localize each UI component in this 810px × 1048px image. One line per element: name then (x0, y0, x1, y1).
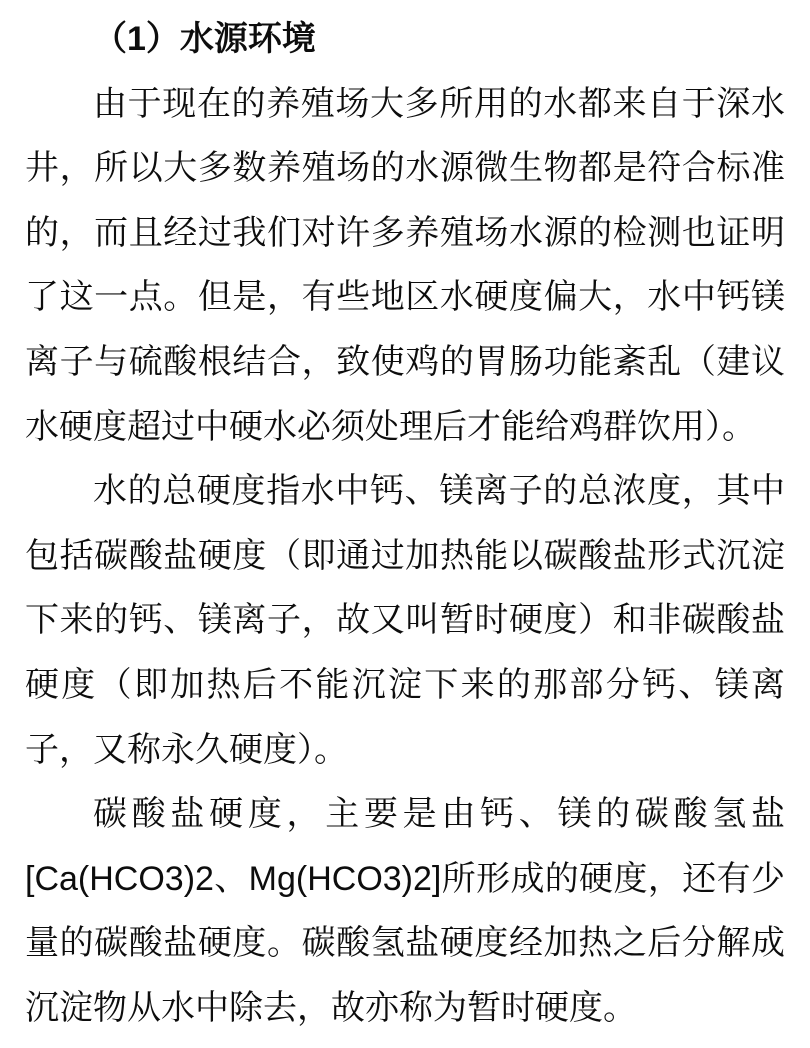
text-line: 量的碳酸盐硬度。碳酸氢盐硬度经加热之后分解成 (25, 924, 785, 963)
text-line: 硬度（即加热后不能沉淀下来的那部分钙、镁离 (25, 665, 785, 704)
text-line: 的，而且经过我们对许多养殖场水源的检测也证明 (25, 213, 785, 252)
text-line: 井，所以大多数养殖场的水源微生物都是符合标准 (25, 149, 785, 188)
text-line: 水的总硬度指水中钙、镁离子的总浓度，其中 (93, 472, 785, 511)
text-line: 离子与硫酸根结合，致使鸡的胃肠功能紊乱（建议 (25, 342, 785, 381)
text-line: 子，又称永久硬度）。 (25, 730, 348, 769)
section-heading: （1）水源环境 (93, 20, 316, 58)
text-line: 了这一点。但是，有些地区水硬度偏大，水中钙镁 (25, 278, 785, 317)
text-line: 水硬度超过中硬水必须处理后才能给鸡群饮用）。 (25, 407, 756, 446)
document-page (25, 7, 785, 1041)
text-line: 沉淀物从水中除去，故亦称为暂时硬度。 (25, 988, 637, 1027)
text-line: [Ca(HCO3)2、Mg(HCO3)2]所形成的硬度，还有少 (25, 859, 785, 898)
text-line: 由于现在的养殖场大多所用的水都来自于深水 (93, 84, 785, 123)
text-line: 碳酸盐硬度，主要是由钙、镁的碳酸氢盐 (93, 795, 785, 834)
text-line: 下来的钙、镁离子，故又叫暂时硬度）和非碳酸盐 (25, 601, 785, 640)
text-line: 包括碳酸盐硬度（即通过加热能以碳酸盐形式沉淀 (25, 536, 785, 575)
